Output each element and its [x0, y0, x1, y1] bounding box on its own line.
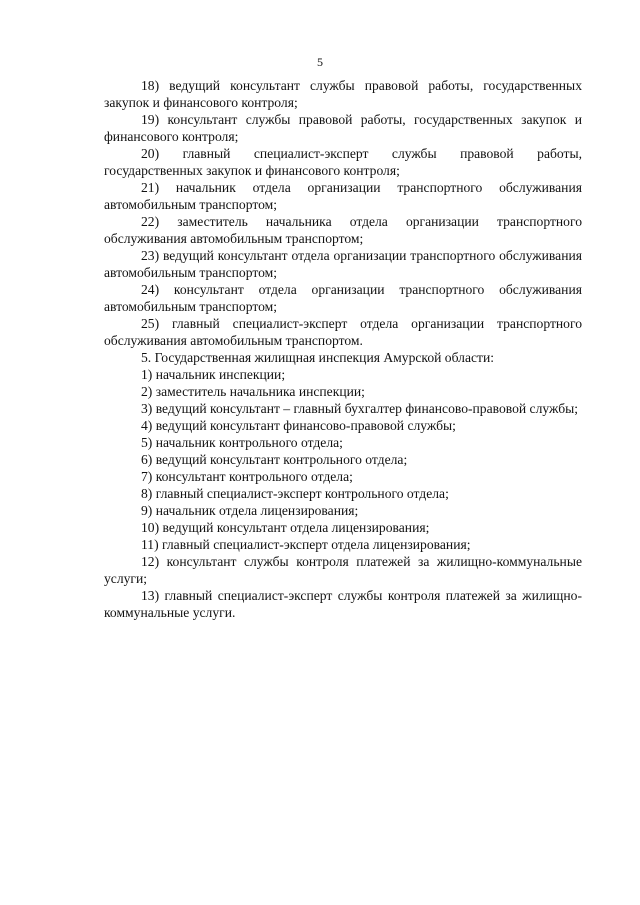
list-item: 19) консультант службы правовой работы, государственных закупок и финансового контроля; — [104, 112, 582, 144]
list-item: 11) главный специалист-эксперт отдела лицензирования; — [141, 537, 471, 552]
list-item: 20) главный специалист-эксперт службы правовой работы, государственных закупок и финансового контроля; — [104, 146, 582, 178]
list-item: 13) главный специалист-эксперт службы контроля платежей за жилищно-коммунальные услуги. — [104, 588, 582, 620]
document-body — [104, 77, 582, 621]
list-item: 5) начальник контрольного отдела; — [141, 435, 343, 450]
list-item: 4) ведущий консультант финансово-правовой службы; — [141, 418, 456, 433]
list-item: 2) заместитель начальника инспекции; — [141, 384, 365, 399]
list-item: 23) ведущий консультант отдела организации транспортного обслуживания автомобильным транспортом; — [104, 248, 582, 280]
list-item: 24) консультант отдела организации транспортного обслуживания автомобильным транспортом; — [104, 282, 582, 314]
list-item: 6) ведущий консультант контрольного отдела; — [141, 452, 408, 467]
list-item: 1) начальник инспекции; — [141, 367, 286, 382]
list-item: 21) начальник отдела организации транспортного обслуживания автомобильным транспортом; — [104, 180, 582, 212]
list-item: 7) консультант контрольного отдела; — [141, 469, 353, 484]
list-item: 25) главный специалист-эксперт отдела организации транспортного обслуживания автомобильным транспортом. — [104, 316, 582, 348]
list-item: 12) консультант службы контроля платежей за жилищно-коммунальные услуги; — [104, 554, 582, 586]
list-item: 3) ведущий консультант – главный бухгалтер финансово-правовой службы; — [141, 401, 579, 416]
list-item: 8) главный специалист-эксперт контрольного отдела; — [141, 486, 449, 501]
list-item: 22) заместитель начальника отдела организации транспортного обслуживания автомобильным транспортом; — [104, 214, 582, 246]
list-item: 18) ведущий консультант службы правовой работы, государственных закупок и финансового контроля; — [104, 78, 582, 110]
page-number: 5 — [317, 55, 323, 69]
list-item: 9) начальник отдела лицензирования; — [141, 503, 359, 518]
section-heading: 5. Государственная жилищная инспекция Амурской области: — [141, 350, 495, 365]
list-item: 10) ведущий консультант отдела лицензирования; — [141, 520, 430, 535]
